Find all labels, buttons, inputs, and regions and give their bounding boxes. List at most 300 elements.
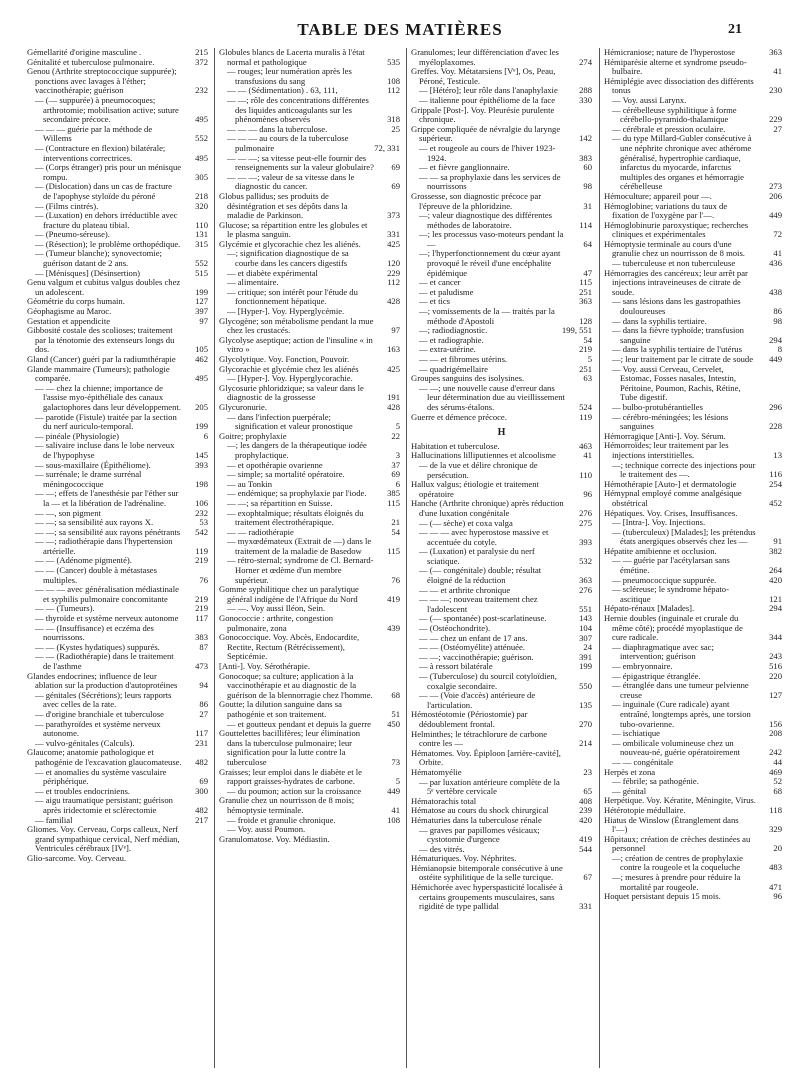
- index-entry: [604, 489, 782, 508]
- index-entry: [411, 749, 592, 768]
- entry-text: — — (Adénome pigmenté).: [35, 555, 132, 566]
- entry-page-number: 199, 551: [561, 325, 592, 336]
- entry-text: — (Tuberculose) du sourcil cotyloïdien, coxalgie secondaire.: [419, 671, 557, 691]
- entry-page-number: 383: [579, 152, 592, 163]
- index-column-1: [27, 48, 208, 1078]
- entry-text: Géométrie du corps humain.: [27, 296, 125, 307]
- entry-text: —; leur traitement par le citrate de soude: [612, 354, 754, 364]
- entry-text: — — —; nouveau traitement chez l'adolescent: [419, 594, 538, 614]
- index-entry: [604, 269, 782, 298]
- index-entry: [604, 739, 782, 758]
- entry-page-number: 5: [395, 421, 400, 432]
- entry-page-number: 251: [579, 286, 592, 297]
- entry-page-number: 515: [195, 267, 208, 278]
- entry-page-number: 127: [195, 296, 208, 307]
- entry-text: Herpétique. Voy. Kératite, Méningite, Virus.: [604, 795, 756, 806]
- entry-text: — du poumon; action sur la croissance: [227, 785, 362, 796]
- index-entry: [411, 499, 592, 518]
- index-entry: [411, 547, 592, 566]
- entry-text: Hématomes. Voy. Épiploon [arrière-cavité], Orbite.: [411, 747, 561, 768]
- entry-text: — (Résection); le problème orthopédique.: [35, 238, 181, 249]
- column-divider: [599, 48, 600, 1068]
- index-entry: [27, 326, 208, 355]
- entry-page-number: 96: [583, 488, 592, 499]
- entry-text: Hémichorée avec hyperspasticité localisée à certains groupements musculaires, sans rigidité de type pallidal: [411, 882, 563, 912]
- entry-text: Hôpitaux; création de crèches destinées au personnel: [604, 833, 751, 854]
- entry-text: — rétro-sternal; syndrome de Cl. Bernard-Horner et œdème d'un membre supérieur.: [227, 555, 374, 585]
- index-entry: [604, 816, 782, 835]
- index-entry: [604, 585, 782, 604]
- index-entry: [411, 144, 592, 163]
- entry-text: Hallucinations lilliputiennes et alcoolisme: [411, 450, 556, 461]
- column-divider: [406, 48, 407, 1068]
- entry-text: — — radiothérapie: [227, 526, 294, 537]
- entry-page-number: 516: [769, 661, 782, 671]
- entry-page-number: 5: [395, 776, 400, 787]
- entry-page-number: 76: [391, 574, 400, 585]
- index-entry: [27, 365, 208, 384]
- entry-text: — (tuberculeux) [Malades]; les prétendus états anergiques observés chez les —: [612, 526, 756, 547]
- entry-text: — —. Voy aussi Iléon, Sein.: [227, 603, 326, 614]
- index-entry: [411, 48, 592, 67]
- entry-text: — myxœdémateux (Extrait de —) dans le traitement de la maladie de Basedow: [227, 536, 372, 556]
- entry-text: Hémostéotomie (Périostomie) par dédoublement frontal.: [411, 709, 528, 729]
- entry-page-number: 305: [195, 171, 208, 182]
- entry-page-number: 393: [195, 459, 208, 470]
- entry-page-number: 115: [387, 497, 400, 508]
- entry-page-number: 420: [769, 574, 782, 585]
- entry-page-number: 274: [579, 56, 592, 67]
- index-entry: [219, 537, 400, 556]
- entry-text: — (Films cintrés).: [35, 200, 99, 211]
- index-entry: [27, 720, 208, 739]
- entry-text: Genu valgum et cubitus valgus doubles chez un adolescent.: [27, 277, 181, 297]
- index-entry: [27, 566, 208, 585]
- entry-page-number: 552: [195, 258, 208, 269]
- entry-text: — — — guérie par la méthode de Willems: [35, 123, 153, 144]
- entry-page-number: 428: [387, 296, 400, 307]
- entry-text: Hoquet persistant depuis 15 mois.: [604, 891, 721, 902]
- entry-page-number: 27: [773, 123, 782, 134]
- entry-page-number: 118: [769, 804, 782, 815]
- index-entry: [604, 134, 782, 192]
- entry-text: Hémoglobinurie paroxystique; recherches cliniques et expérimentales: [604, 219, 749, 240]
- entry-text: — graves par papillomes vésicaux; cystotomie d'urgence: [419, 824, 540, 845]
- entry-text: Granulie chez un nourrisson de 8 mois; hémoptysie terminale.: [219, 795, 355, 815]
- entry-text: — — (Tumeurs).: [35, 603, 95, 614]
- entry-text: — génitales (Sécrétions); leurs rapports avec celles de la rate.: [35, 689, 172, 710]
- entry-page-number: 87: [199, 641, 208, 652]
- entry-page-number: 391: [579, 651, 592, 662]
- entry-text: — parathyroïdes et système nerveux autonome.: [35, 718, 161, 739]
- entry-page-number: 110: [195, 219, 208, 230]
- entry-page-number: 439: [387, 622, 400, 633]
- entry-text: — inguinale (Cure radicale) ayant entraîné, longtemps après, une torsion tubo-ovarienne.: [612, 699, 751, 729]
- entry-text: Génitalité et tuberculose pulmonaire.: [27, 56, 155, 67]
- entry-text: Grippale [Post-]. Voy. Pleurésie purulente chronique.: [411, 104, 555, 125]
- entry-page-number: 143: [579, 613, 592, 624]
- index-entry: [604, 700, 782, 729]
- entry-text: — sous-maxillaire (Épithéliome).: [35, 459, 151, 470]
- entry-page-number: 44: [773, 756, 782, 767]
- entry-text: —; valeur diagnostique des différentes méthodes de laboratoire.: [419, 210, 553, 230]
- entry-text: Goutte; la dilution sanguine dans sa pathogénie et son traitement.: [219, 699, 342, 719]
- entry-text: — — guérie par l'acétylarsan sans émétine.: [612, 555, 730, 576]
- entry-page-number: 273: [769, 181, 782, 192]
- entry-page-number: 294: [769, 334, 782, 345]
- index-entry: [27, 278, 208, 297]
- entry-text: —; mesures à prendre pour réduire la mortalité par rougeole.: [612, 872, 741, 892]
- entry-text: Gestation et appendicite: [27, 315, 111, 326]
- entry-page-number: 206: [769, 190, 782, 201]
- entry-page-number: 450: [387, 718, 400, 729]
- entry-page-number: 120: [387, 258, 400, 269]
- entry-text: — [Intra-]. Voy. Injections.: [612, 517, 706, 528]
- entry-text: — à ressort bilatérale: [419, 661, 493, 672]
- entry-page-number: 232: [195, 507, 208, 518]
- entry-text: — (Tumeur blanche); synovectomie; guérison datant de 2 ans.: [35, 248, 162, 269]
- entry-text: Goitre; prophylaxie: [219, 430, 287, 441]
- entry-text: Hémoptysie terminale au cours d'une granulie chez un nourrisson de 8 mois.: [604, 238, 745, 259]
- index-entry: [604, 106, 782, 125]
- entry-page-number: 76: [199, 574, 208, 585]
- entry-page-number: 22: [391, 430, 400, 441]
- entry-text: Hémiplégie avec dissociation des différents tonus: [604, 75, 754, 96]
- entry-text: Helminthes; le tétrachlorure de carbone contre les —: [411, 728, 548, 749]
- entry-text: Glaucome; anatomie pathologique et pathogénie de l'excavation glaucomateuse.: [27, 747, 182, 767]
- entry-page-number: 535: [387, 56, 400, 67]
- index-entry: [219, 729, 400, 767]
- entry-text: — et cancer: [419, 277, 461, 288]
- entry-page-number: 60: [583, 162, 592, 173]
- entry-text: — sans lésions dans les gastropathies douloureuses: [612, 296, 741, 317]
- entry-text: Glio-sarcome. Voy. Cerveau.: [27, 852, 127, 863]
- entry-page-number: 254: [769, 478, 782, 489]
- entry-page-number: 51: [391, 708, 400, 719]
- index-entry: [27, 67, 208, 96]
- entry-text: — génital: [612, 785, 647, 796]
- entry-page-number: 373: [387, 210, 400, 221]
- entry-page-number: 294: [769, 603, 782, 614]
- entry-page-number: 438: [769, 286, 782, 297]
- index-entry: [27, 249, 208, 268]
- entry-text: — et paludisme: [419, 286, 474, 297]
- index-entry: [411, 826, 592, 845]
- entry-text: Greffes. Voy. Métatarsiens [Vᵉ], Os, Peau, Péroné, Testicule.: [411, 66, 556, 86]
- entry-page-number: 68: [773, 785, 782, 796]
- index-entry: [219, 556, 400, 585]
- entry-text: — parotide (Fistule) traitée par la section du nerf auriculo-temporal.: [35, 411, 177, 432]
- entry-page-number: 215: [195, 48, 208, 57]
- entry-text: — — —; sa vitesse peut-elle fournir des renseignements sur la valeur globulaire?: [227, 152, 374, 173]
- entry-page-number: 37: [391, 459, 400, 470]
- entry-text: — (— spontanée) post-scarlatineuse.: [419, 613, 547, 624]
- entry-text: — dans la syphilis tertiaire de l'utérus: [612, 344, 742, 355]
- index-entry: [604, 892, 782, 902]
- index-entry: [219, 384, 400, 403]
- entry-page-number: 276: [579, 584, 592, 595]
- index-entry: [604, 461, 782, 480]
- entry-text: Hépatite amibienne et occlusion.: [604, 545, 717, 556]
- entry-page-number: 72: [773, 229, 782, 240]
- index-entry: [411, 384, 592, 413]
- entry-page-number: 420: [579, 814, 592, 825]
- index-entry: [27, 470, 208, 489]
- entry-page-number: 220: [769, 670, 782, 681]
- entry-text: — [Ménisques] (Désinsertion): [35, 267, 141, 278]
- index-entry: [27, 125, 208, 144]
- entry-text: Guerre et démence précoce.: [411, 411, 507, 422]
- entry-text: — (Contracture en flexion) bilatérale; interventions correctrices.: [35, 142, 166, 163]
- entry-page-number: 97: [199, 315, 208, 326]
- entry-text: Gomme syphilitique chez un paralytique général indigène de l'Afrique du Nord: [219, 584, 359, 604]
- entry-page-number: 73: [391, 756, 400, 767]
- entry-text: Hémorragique [Anti-]. Voy. Sérum.: [604, 430, 726, 441]
- entry-text: — pinéale (Physiologie): [35, 430, 120, 441]
- entry-text: Hémicraniose; nature de l'hyperostose: [604, 48, 736, 57]
- entry-page-number: 23: [583, 766, 592, 777]
- entry-page-number: 239: [579, 805, 592, 816]
- entry-text: Gonocoque; sa culture; application à la vaccinothérapie et au diagnostic de la guérison de la blennorragie chez l'homme.: [219, 670, 373, 700]
- entry-text: — — — avec hyperostose massive et accentuée du cotyle.: [419, 527, 549, 547]
- index-entry: [604, 681, 782, 700]
- entry-page-number: 108: [387, 814, 400, 825]
- entry-page-number: 41: [583, 450, 592, 461]
- entry-page-number: 471: [769, 881, 782, 892]
- index-entry: [219, 336, 400, 355]
- entry-text: — dans la syphilis tertiaire.: [612, 315, 707, 326]
- entry-page-number: 6: [203, 430, 208, 441]
- index-entry: [604, 441, 782, 460]
- entry-page-number: 199: [195, 421, 208, 432]
- entry-page-number: 104: [579, 623, 592, 634]
- entry-text: Hémiparésie alterne et syndrome pseudo-bulbaire.: [604, 56, 747, 77]
- entry-text: — aigu traumatique persistant; guérison après iridectomie et sclérectomie: [35, 795, 173, 815]
- index-column-2: [219, 48, 400, 1078]
- index-entry: [411, 67, 592, 86]
- entry-text: [Anti-]. Voy. Sérothérapie.: [219, 661, 311, 671]
- entry-text: Glande mammaire (Tumeurs); pathologie comparée.: [27, 363, 170, 384]
- entry-page-number: 3: [395, 449, 400, 460]
- entry-text: — des vitrés.: [419, 843, 465, 854]
- entry-text: — simple; sa mortalité opératoire.: [227, 469, 345, 480]
- entry-page-number: 24: [583, 642, 592, 653]
- entry-text: Globus pallidus; ses produits de désintégration et ses dépôts dans la maladie de Parkinson.: [219, 190, 348, 221]
- index-entry: [219, 154, 400, 173]
- entry-text: Hernie doubles (inguinale et crurale du même côté); procédé myoplastique de cure radicale.: [604, 613, 743, 643]
- index-entry: [27, 144, 208, 163]
- entry-text: — et troubles endocriniens.: [35, 785, 130, 796]
- entry-text: — — (Sédimentation) . 63, 111,: [227, 85, 338, 96]
- entry-text: Granulomatose. Voy. Médiastin.: [219, 833, 330, 844]
- entry-page-number: 463: [579, 440, 592, 451]
- index-entry: [604, 556, 782, 575]
- entry-page-number: 31: [583, 200, 592, 211]
- entry-page-number: 320: [195, 200, 208, 211]
- index-entry: [219, 413, 400, 432]
- entry-text: — familial: [35, 814, 73, 825]
- entry-text: — [Hyper-]. Voy. Hyperglycémie.: [227, 306, 345, 317]
- page-number: 21: [728, 22, 742, 37]
- entry-page-number: 116: [769, 469, 782, 480]
- entry-page-number: 449: [387, 785, 400, 796]
- entry-text: Gouttelettes bacillifères; leur élimination dans la tuberculose pulmonaire; leur signification pour la lutte contre la tuberculose: [219, 728, 361, 767]
- entry-page-number: 495: [195, 373, 208, 384]
- entry-page-number: 219: [579, 344, 592, 355]
- entry-text: — étranglée dans une tumeur pelvienne creuse: [612, 680, 749, 700]
- entry-page-number: 63: [583, 373, 592, 384]
- entry-text: Gland (Cancer) guéri par la radiumthérapie: [27, 354, 176, 364]
- entry-page-number: 219: [195, 593, 208, 604]
- entry-page-number: 119: [579, 411, 592, 422]
- entry-text: Gibbosité costale des scolioses; traitement par la ténotomie des extenseurs longs du dos.: [27, 325, 175, 355]
- entry-text: — (— suppurée) à pneumocoques; arthrotomie; mobilisation active; suture secondaire précoce.: [35, 94, 179, 125]
- entry-page-number: 270: [579, 718, 592, 729]
- entry-text: — fébrile; sa pathogénie.: [612, 776, 699, 787]
- entry-text: — critique; son intérêt pour l'étude du fonctionnement hépatique.: [227, 286, 358, 307]
- index-entry: [411, 883, 592, 912]
- entry-page-number: 68: [391, 689, 400, 700]
- entry-page-number: 469: [769, 766, 782, 777]
- entry-page-number: 106: [195, 497, 208, 508]
- entry-text: Hématomyélie: [411, 766, 462, 777]
- entry-page-number: 363: [579, 575, 592, 586]
- entry-page-number: 385: [387, 488, 400, 499]
- entry-page-number: 142: [579, 133, 592, 144]
- entry-page-number: 108: [387, 75, 400, 86]
- entry-text: Hématose au cours du shock chirurgical: [411, 805, 549, 816]
- entry-text: — — et fibromes utérins.: [419, 354, 508, 364]
- entry-page-number: 542: [195, 526, 208, 537]
- entry-page-number: 331: [387, 229, 400, 240]
- entry-text: Hémorroïdes; leur traitement par les injections interstitielles.: [604, 440, 729, 460]
- entry-text: Gonococcique. Voy. Abcès, Endocardite, Rectite, Rectum (Rétrécissement), Septicémie.: [219, 632, 360, 662]
- index-entry: [411, 230, 592, 249]
- entry-page-number: 41: [773, 248, 782, 259]
- entry-page-number: 383: [195, 632, 208, 643]
- entry-text: —; radiodiagnostic.: [419, 325, 488, 336]
- index-entry: [411, 192, 592, 211]
- index-entry: [219, 509, 400, 528]
- entry-page-number: 86: [773, 306, 782, 317]
- index-entry: [27, 854, 208, 864]
- entry-text: — (Luxation) en dehors irréductible avec fracture du plateau tibial.: [35, 210, 178, 230]
- entry-page-number: 276: [579, 507, 592, 518]
- entry-text: Hallux valgus; étiologie et traitement opératoire: [411, 479, 539, 499]
- entry-text: — (Pneumo-séreuse).: [35, 229, 110, 240]
- entry-page-number: 199: [579, 661, 592, 672]
- entry-text: — — (Voie d'accès) antérieure de l'articulation.: [419, 690, 536, 710]
- index-entry: [411, 307, 592, 326]
- entry-page-number: 20: [773, 843, 782, 854]
- index-entry: [219, 192, 400, 221]
- entry-page-number: 67: [583, 872, 592, 883]
- entry-text: — — (Kystes hydatiques) suppurés.: [35, 641, 160, 652]
- page-title: TABLE DES MATIÈRES: [297, 20, 503, 39]
- index-entry: [219, 614, 400, 633]
- entry-page-number: 296: [769, 401, 782, 412]
- entry-text: — — chez un enfant de 17 ans.: [419, 632, 528, 643]
- entry-page-number: 419: [579, 834, 592, 845]
- entry-text: Hépato-rénaux [Malades].: [604, 603, 695, 614]
- entry-page-number: 393: [579, 536, 592, 547]
- entry-page-number: 117: [195, 728, 208, 739]
- entry-page-number: 91: [773, 536, 782, 547]
- entry-page-number: 53: [199, 517, 208, 528]
- entry-page-number: 232: [195, 85, 208, 96]
- entry-text: — froide et granulie chronique.: [227, 814, 336, 825]
- entry-page-number: 482: [195, 756, 208, 767]
- index-entry: [604, 643, 782, 662]
- entry-page-number: 219: [195, 603, 208, 614]
- entry-page-number: 408: [579, 795, 592, 806]
- entry-page-number: 69: [391, 162, 400, 173]
- entry-page-number: 315: [195, 238, 208, 249]
- index-entry: [411, 125, 592, 144]
- entry-page-number: 473: [195, 661, 208, 671]
- entry-text: — — (Radiothérapie) dans le traitement de l'asthme: [35, 651, 174, 671]
- index-entry: [219, 317, 400, 336]
- entry-text: —; technique correcte des injections pour le traitement des —.: [612, 459, 756, 480]
- entry-text: Grossesse, son diagnostic précoce par l'épreuve de la phloridzine.: [411, 190, 542, 211]
- entry-text: — (— congénitale) double; résultat éloigné de la réduction: [419, 565, 542, 586]
- entry-text: — — — avec généralisation médiastinale et syphilis pulmonaire concomitante: [35, 584, 179, 604]
- entry-text: — bulbo-protubérantielles: [612, 401, 703, 412]
- entry-page-number: 115: [579, 277, 592, 288]
- entry-text: — par luxation antérieure complète de la 5ᵉ vertèbre cervicale: [419, 776, 560, 797]
- entry-text: — —; radiothérapie dans l'hypertension artérielle.: [35, 536, 173, 556]
- entry-page-number: 230: [769, 85, 782, 96]
- index-entry: [219, 700, 400, 719]
- index-entry: [219, 585, 400, 604]
- index-entry: [27, 796, 208, 815]
- entry-page-number: 127: [769, 689, 782, 700]
- index-entry: [604, 854, 782, 873]
- entry-text: —; les dangers de la thérapeutique iodée prophylactique.: [227, 440, 367, 460]
- entry-text: Gémellarité d'origine masculine .: [27, 48, 142, 57]
- entry-page-number: 243: [769, 651, 782, 662]
- entry-page-number: 69: [199, 776, 208, 787]
- entry-page-number: 117: [195, 613, 208, 624]
- entry-page-number: 121: [769, 593, 782, 604]
- entry-text: Hiatus de Winslow (Étranglement dans l'—): [604, 814, 739, 835]
- index-entry: [27, 537, 208, 556]
- entry-page-number: 69: [391, 181, 400, 192]
- entry-page-number: 482: [195, 804, 208, 815]
- index-entry: [219, 672, 400, 701]
- entry-text: — du type Millard-Gubler consécutive à une néphrite chronique avec athérome généralisé, hypertrophie cardiaque, infarctus du myocarde, infarctus multiples des organes et hémorragie cérébelleuse: [612, 133, 752, 192]
- entry-page-number: 25: [391, 123, 400, 134]
- entry-text: Genou (Arthrite streptococcique suppurée); ponctions avec lavages à l'éther; vaccinothérapie; guérison: [27, 66, 177, 96]
- entry-text: Glandes endocrines; influence de leur ablation sur la production d'autoprotéines: [27, 670, 178, 691]
- entry-text: Glycuronurie.: [219, 401, 267, 412]
- entry-text: Hémoculture; appareil pour —.: [604, 190, 712, 201]
- entry-page-number: 363: [769, 48, 782, 57]
- index-entry: [411, 173, 592, 192]
- entry-page-number: 97: [391, 325, 400, 336]
- entry-page-number: 41: [391, 804, 400, 815]
- entry-page-number: 449: [769, 210, 782, 221]
- index-column-3: [411, 48, 592, 1078]
- entry-text: — ombilicale volumineuse chez un nouveau-né, guérie opératoirement: [612, 737, 741, 758]
- entry-text: Glycémie et glycorachie chez les aliénés.: [219, 238, 361, 249]
- entry-page-number: 264: [769, 565, 782, 576]
- entry-page-number: 191: [387, 392, 400, 403]
- entry-page-number: 54: [391, 526, 400, 537]
- entry-text: — dans la fièvre typhoïde; transfusion sanguine: [612, 325, 744, 345]
- entry-text: — quadrigémellaire: [419, 363, 488, 374]
- entry-text: — Voy. aussi Poumon.: [227, 824, 306, 835]
